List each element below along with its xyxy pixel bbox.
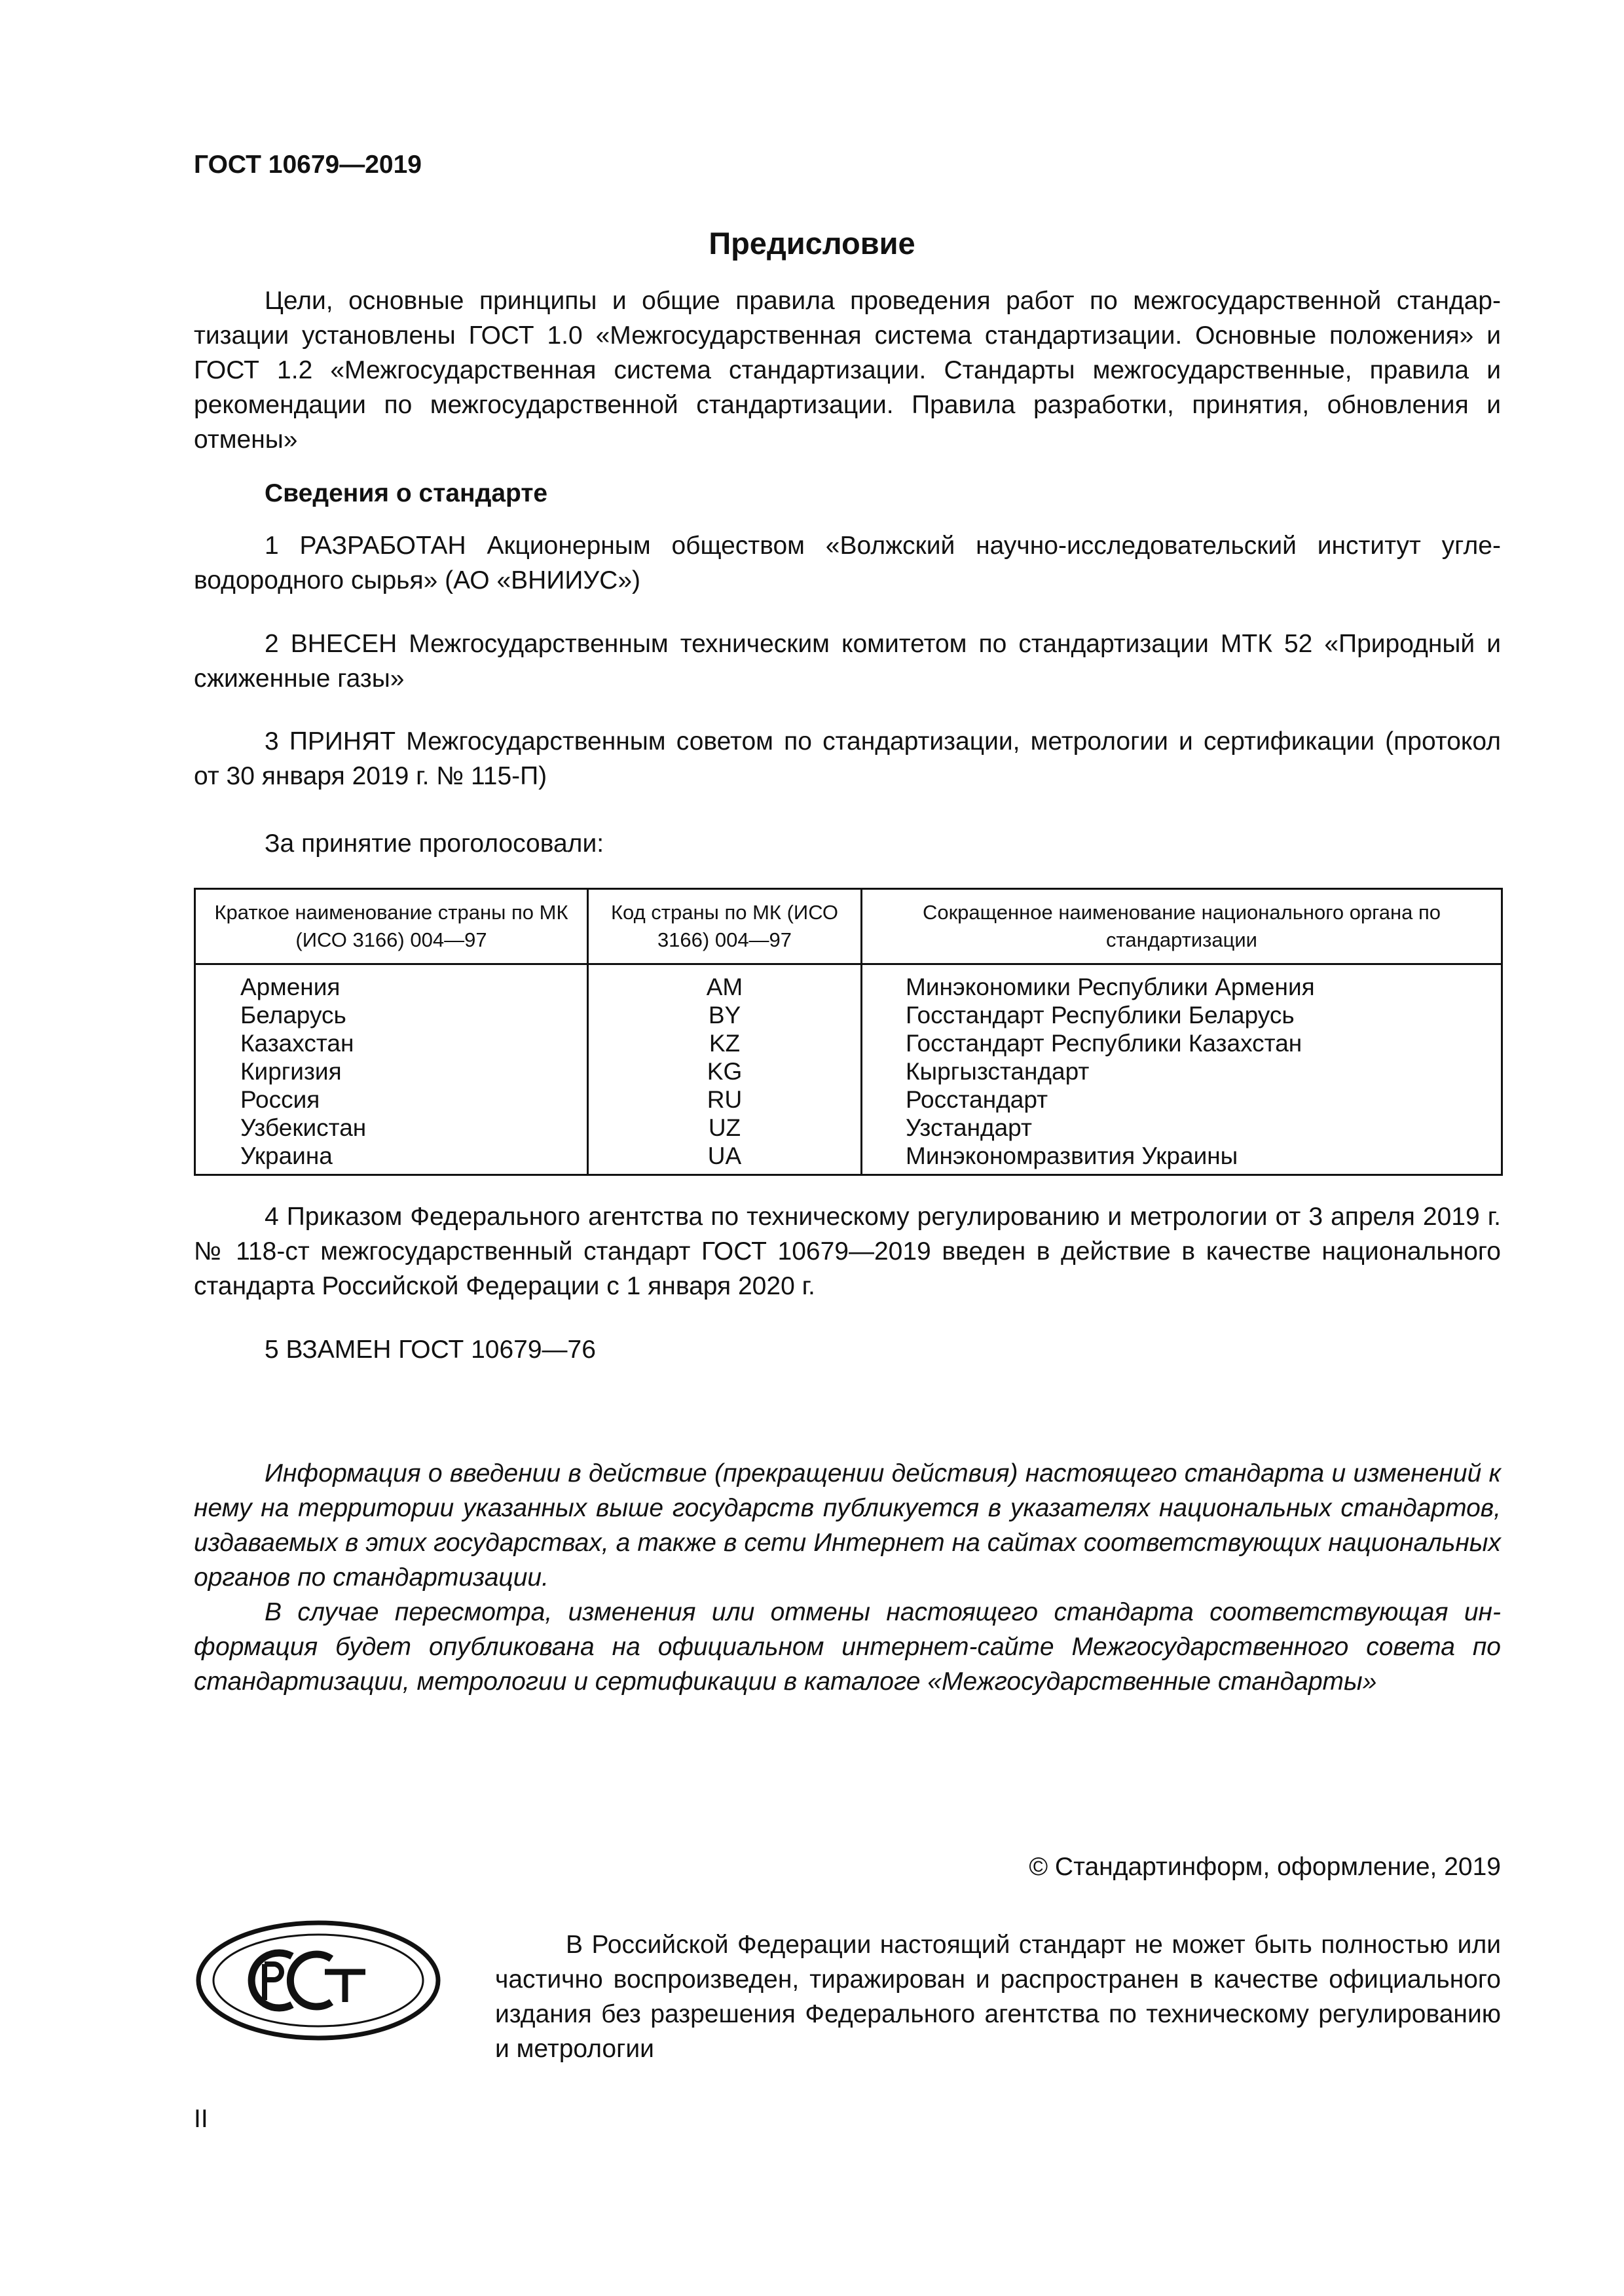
- country-name: Киргизия: [195, 1057, 588, 1085]
- country-name: Казахстан: [195, 1029, 588, 1057]
- table-row: [195, 1085, 1502, 1114]
- page-number: II: [194, 2105, 208, 2133]
- table-row: [195, 964, 1502, 1002]
- country-code: BY: [588, 1001, 862, 1029]
- country-code: UA: [588, 1142, 862, 1175]
- country-name: Россия: [195, 1085, 588, 1114]
- standards-body: Минэкономики Республики Армения: [862, 964, 1502, 1002]
- standard-info-heading: Сведения о стандарте: [265, 479, 548, 507]
- standards-body: Госстандарт Республики Казахстан: [862, 1029, 1502, 1057]
- item-4-order: 4 Приказом Федерального агентства по техническому регулированию и метрологии от 3 апреля 2019 г. № 118-ст межгосударственный стандарт ГОСТ 10679—2019 введен в действие в качестве национального стандарта Российской Федерации с 1 января 2020 г.: [194, 1203, 1501, 1300]
- standards-body: Росстандарт: [862, 1085, 1502, 1114]
- standards-body: Кыргызстандарт: [862, 1057, 1502, 1085]
- item-2-submitted: 2 ВНЕСЕН Межгосударственным техническим комитетом по стандартизации МТК 52 «Природный и сжиженные газы»: [194, 630, 1501, 693]
- copyright-line: © Стандартинформ, оформление, 2019: [1029, 1853, 1501, 1881]
- table-row: [195, 1029, 1502, 1057]
- item-5-replaces: 5 ВЗАМЕН ГОСТ 10679—76: [265, 1336, 596, 1364]
- item-1-developed: 1 РАЗРАБОТАН Акционерным обществом «Волжский научно-исследовательский институт углеводородного сырья» (АО «ВНИИУС»): [194, 532, 1501, 594]
- header-standards-body: Сокращенное наименование национального органа по стандартизации: [862, 889, 1502, 964]
- standards-body: Госстандарт Республики Беларусь: [862, 1001, 1502, 1029]
- country-code: RU: [588, 1085, 862, 1114]
- table-row: [195, 1001, 1502, 1029]
- country-name: Армения: [195, 964, 588, 1002]
- italic-info-paragraph-1: Информация о введении в действие (прекращении действия) настоящего стандарта и изменений к нему на территории указанных выше государств публикуется в указателях национальных стандартов, издаваемых в этих государствах, а также в сети Интернет на сайтах соответствующих национальных органов по стандартизации.: [194, 1459, 1501, 1592]
- page-title: Предисловие: [709, 226, 915, 261]
- voted-label: За принятие проголосовали:: [265, 829, 604, 858]
- country-name: Украина: [195, 1142, 588, 1175]
- rst-certification-logo-icon: [194, 1918, 443, 2043]
- table-row: [195, 1142, 1502, 1175]
- country-code: KZ: [588, 1029, 862, 1057]
- country-name: Беларусь: [195, 1001, 588, 1029]
- copyright-notice: В Российской Федерации настоящий стандарт не может быть полностью или частично воспроизведен, тиражирован и распространен в качестве официального издания без разрешения Федерального агентства по техническому регулированию и метрологии: [495, 1931, 1501, 2063]
- italic-info-paragraph-2: В случае пересмотра, изменения или отмены настоящего стандарта соответствующая информация будет опубликована на официальном интернет-сайте Межгосударственного совета по стандартизации, метрологии и сертификации в каталоге «Межгосударственные стандарты»: [194, 1598, 1501, 1696]
- voting-countries-table: [194, 888, 1503, 1176]
- table-header-row: [195, 889, 1502, 964]
- country-code: KG: [588, 1057, 862, 1085]
- document-id-header: ГОСТ 10679—2019: [194, 151, 422, 179]
- country-code: AM: [588, 964, 862, 1002]
- header-country-name: Краткое наименование страны по МК (ИСО 3166) 004—97: [195, 889, 588, 964]
- table-row: [195, 1114, 1502, 1142]
- item-3-adopted: 3 ПРИНЯТ Межгосударственным советом по стандартизации, метрологии и сертификации (протокол от 30 января 2019 г. № 115-П): [194, 727, 1501, 790]
- country-name: Узбекистан: [195, 1114, 588, 1142]
- table-row: [195, 1057, 1502, 1085]
- intro-paragraph: Цели, основные принципы и общие правила проведения работ по межгосударственной стандартизации установлены ГОСТ 1.0 «Межгосударственная система стандартизации. Основные положения» и ГОСТ 1.2 «Межгосударственная система стандартизации. Стандарты межгосударственные, правила и рекомендации по межгосударственной стандартизации. Правила разработки, принятия, обновления и отмены»: [194, 287, 1501, 454]
- standards-body: Узстандарт: [862, 1114, 1502, 1142]
- header-country-code: Код страны по МК (ИСО 3166) 004—97: [588, 889, 862, 964]
- standards-body: Минэкономразвития Украины: [862, 1142, 1502, 1175]
- country-code: UZ: [588, 1114, 862, 1142]
